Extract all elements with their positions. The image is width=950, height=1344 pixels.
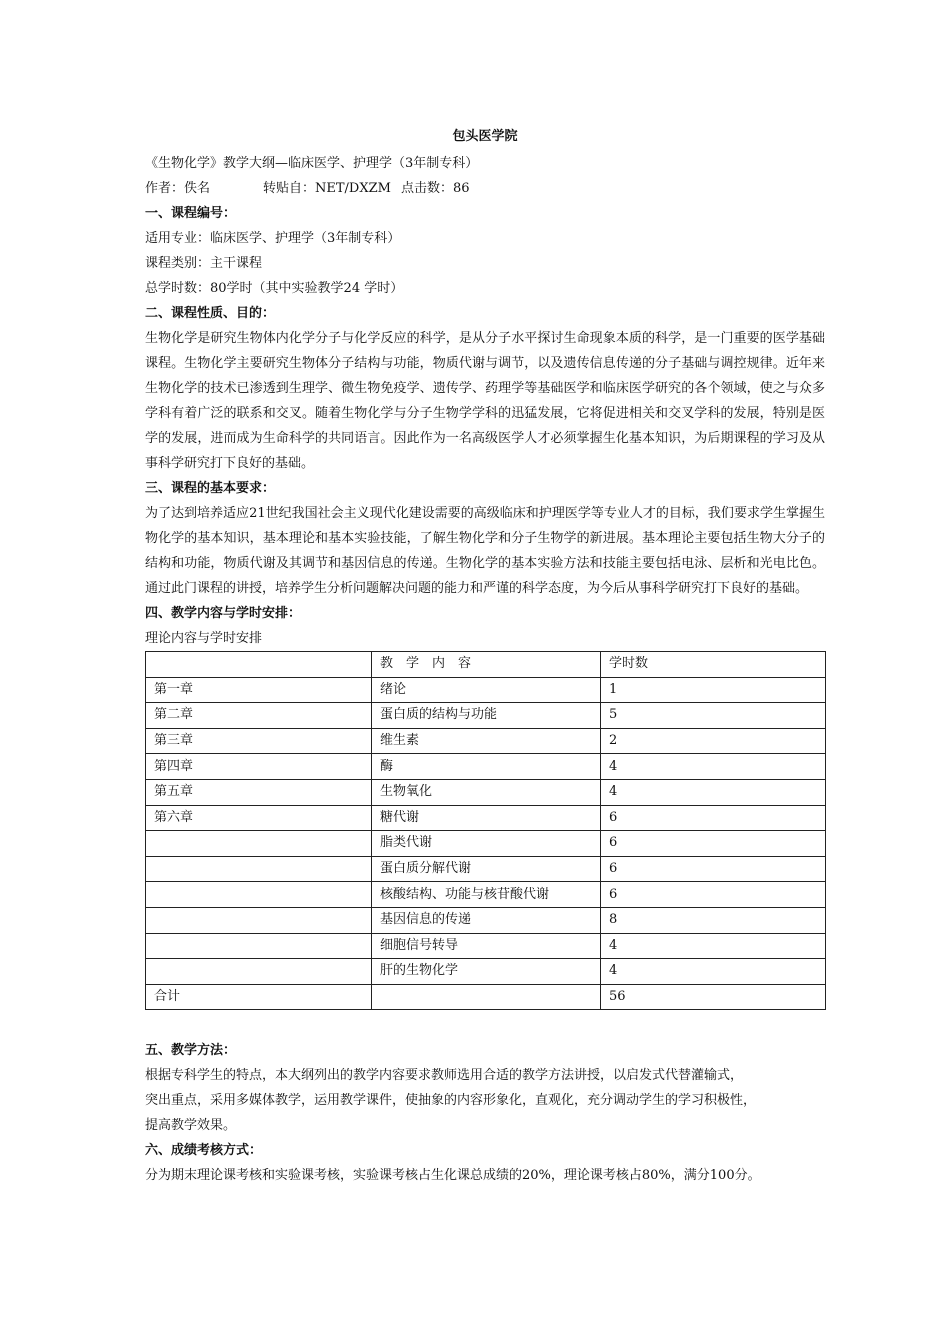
- table-row: [146, 984, 826, 1010]
- table-row: [146, 882, 826, 908]
- section-2-heading: 二、课程性质、目的：: [145, 306, 276, 321]
- table-cell: 第六章: [146, 805, 372, 831]
- section-1-line: 课程类别：主干课程: [145, 256, 263, 271]
- table-cell: 基因信息的传递: [372, 907, 601, 933]
- table-cell: 5: [601, 703, 826, 729]
- section-4-heading: 四、教学内容与学时安排：: [145, 606, 302, 621]
- table-header-cell: 教 学 内 容: [372, 652, 601, 678]
- section-6-line: 分为期末理论课考核和实验课考核，实验课考核占生化课总成绩的20%，理论课考核占80%，满分100分。: [145, 1168, 761, 1184]
- table-cell: 第二章: [146, 703, 372, 729]
- table-cell: 绪论: [372, 677, 601, 703]
- section-2-paragraph: 生物化学是研究生物体内化学分子与化学反应的科学，是从分子水平探讨生命现象本质的科学，是一门重要的医学基础课程。生物化学主要研究生物体分子结构与功能，物质代谢与调节，以及遗传信息传递的分子基础与调控规律。近年来生物化学的技术已渗透到生理学、微生物免疫学、遗传学、药理学等基础医学和临床医学研究的各个领域，使之与众多学科有着广泛的联系和交叉。随着生物化学与分子生物学学科的迅猛发展，它将促进相关和交叉学科的发展，特别是医学的发展，进而成为生命科学的共同语言。因此作为一名高级医学人才必须掌握生化基本知识，为后期课程的学习及从事科学研究打下良好的基础。: [145, 331, 825, 471]
- table-cell: 6: [601, 882, 826, 908]
- table-cell: 蛋白质的结构与功能: [372, 703, 601, 729]
- document-page: [145, 126, 825, 1188]
- table-row: [146, 856, 826, 882]
- table-row: [146, 959, 826, 985]
- meta-line: [145, 176, 825, 201]
- table-cell: 生物氧化: [372, 779, 601, 805]
- clicks-label: 点击数：86: [401, 181, 470, 196]
- table-cell: 第四章: [146, 754, 372, 780]
- table-row: [146, 779, 826, 805]
- table-header-cell: 学时数: [601, 652, 826, 678]
- document-title: 包头医学院: [452, 129, 518, 144]
- table-cell: 2: [601, 728, 826, 754]
- table-cell: [146, 959, 372, 985]
- section-5-line: 根据专科学生的特点，本大纲列出的教学内容要求教师选用合适的教学方法讲授，以启发式代替灌输式，: [145, 1068, 744, 1084]
- source-label: 转贴自：NET/DXZM: [263, 181, 391, 196]
- table-cell: 蛋白质分解代谢: [372, 856, 601, 882]
- table-cell: 4: [601, 959, 826, 985]
- table-cell: 合计: [146, 984, 372, 1010]
- table-cell: 酶: [372, 754, 601, 780]
- table-cell: 第三章: [146, 728, 372, 754]
- author-label: 作者：佚名: [145, 181, 211, 196]
- table-cell: 6: [601, 856, 826, 882]
- table-row: [146, 831, 826, 857]
- table-cell: 4: [601, 779, 826, 805]
- table-cell: 6: [601, 805, 826, 831]
- table-row: [146, 805, 826, 831]
- section-5-line: 提高教学效果。: [145, 1118, 237, 1134]
- table-cell: [372, 984, 601, 1010]
- section-6-heading: 六、成绩考核方式：: [145, 1143, 263, 1159]
- table-cell: 脂类代谢: [372, 831, 601, 857]
- table-row: [146, 728, 826, 754]
- section-3-heading: 三、课程的基本要求：: [145, 481, 276, 496]
- section-5-heading: 五、教学方法：: [145, 1043, 237, 1059]
- table-cell: 6: [601, 831, 826, 857]
- table-cell: 8: [601, 907, 826, 933]
- table-body: [146, 677, 826, 1010]
- document-subtitle: 《生物化学》教学大纲—临床医学、护理学（3年制专科）: [145, 156, 479, 171]
- table-row: [146, 933, 826, 959]
- table-row: [146, 754, 826, 780]
- table-cell: 肝的生物化学: [372, 959, 601, 985]
- table-cell: 细胞信号转导: [372, 933, 601, 959]
- table-cell: 核酸结构、功能与核苷酸代谢: [372, 882, 601, 908]
- table-header-cell: [146, 652, 372, 678]
- table-cell: 第一章: [146, 677, 372, 703]
- table-row: [146, 703, 826, 729]
- table-caption: 理论内容与学时安排: [145, 631, 263, 646]
- table-cell: 维生素: [372, 728, 601, 754]
- table-cell: 糖代谢: [372, 805, 601, 831]
- table-cell: [146, 856, 372, 882]
- section-1-line: 总学时数：80学时（其中实验教学24 学时）: [145, 281, 404, 296]
- section-3-paragraph: 为了达到培养适应21世纪我国社会主义现代化建设需要的高级临床和护理医学等专业人才的目标，我们要求学生掌握生物化学的基本知识，基本理论和基本实验技能，了解生物化学和分子生物学的新进展。基本理论主要包括生物大分子的结构和功能，物质代谢及其调节和基因信息的传递。生物化学的基本实验方法和技能主要包括电泳、层析和光电比色。通过此门课程的讲授，培养学生分析问题解决问题的能力和严谨的科学态度，为今后从事科学研究打下良好的基础。: [145, 506, 825, 596]
- table-cell: 1: [601, 677, 826, 703]
- table-cell: [146, 933, 372, 959]
- section-1-line: 适用专业：临床医学、护理学（3年制专科）: [145, 231, 401, 246]
- section-5-line: 突出重点，采用多媒体教学，运用教学课件，使抽象的内容形象化，直观化，充分调动学生的学习积极性，: [145, 1093, 757, 1109]
- table-row: [146, 907, 826, 933]
- table-cell: 56: [601, 984, 826, 1010]
- section-1-heading: 一、课程编号：: [145, 206, 237, 221]
- table-cell: 4: [601, 933, 826, 959]
- table-cell: 第五章: [146, 779, 372, 805]
- table-cell: 4: [601, 754, 826, 780]
- table-cell: [146, 907, 372, 933]
- table-cell: [146, 882, 372, 908]
- table-cell: [146, 831, 372, 857]
- table-row: [146, 677, 826, 703]
- schedule-table: [145, 651, 826, 1010]
- table-header-row: [146, 652, 826, 678]
